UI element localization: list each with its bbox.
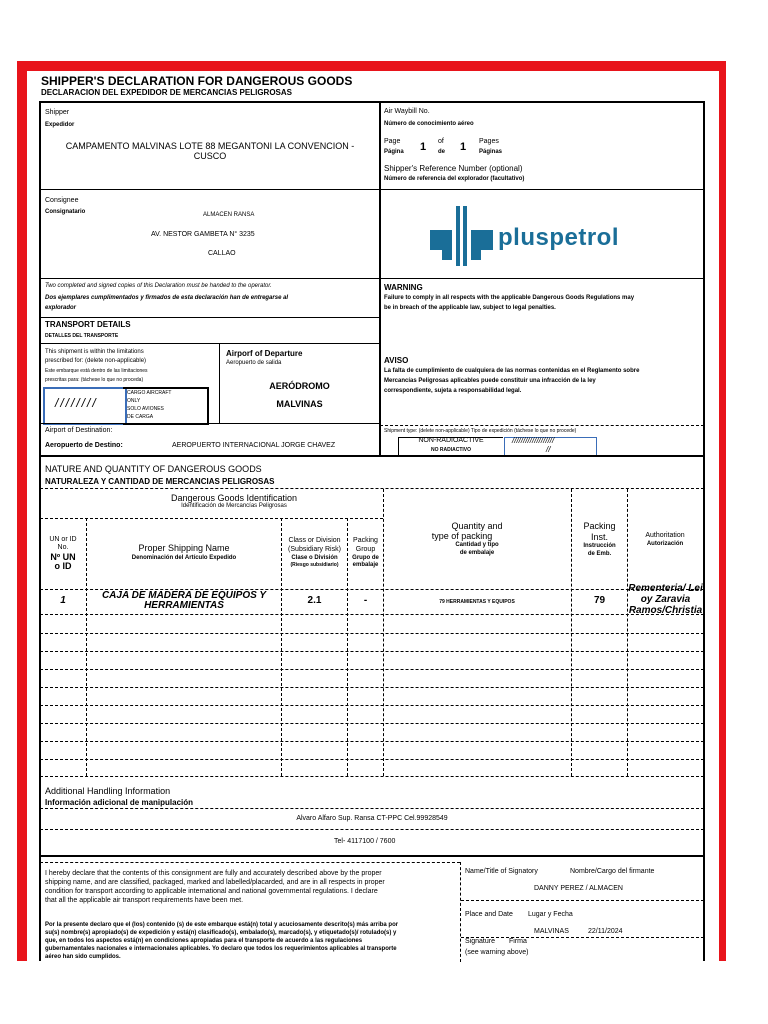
consignee-address: AV. NESTOR GAMBETA N° 3235 xyxy=(151,231,255,238)
destination-label: Airport of Destination: xyxy=(45,427,113,434)
table-row-line xyxy=(40,633,704,634)
destination-value: AEROPUERTO INTERNACIONAL JORGE CHAVEZ xyxy=(172,442,336,449)
col-qty-3: Cantidad y tipo xyxy=(455,542,499,548)
handling-title-es: Información adicional de manipulación xyxy=(45,798,194,807)
shipment-type-label: Shipment type: (delete non-applicable) Tipo de expedición (táchese lo que no procede) xyxy=(384,428,577,434)
declaration-line xyxy=(40,862,460,863)
of-label: of xyxy=(438,138,444,145)
destination-top-line xyxy=(39,423,380,424)
pluspetrol-logo-text: pluspetrol xyxy=(498,224,620,251)
nature-title: NATURE AND QUANTITY OF DANGEROUS GOODS xyxy=(45,464,262,474)
pages-label: Pages xyxy=(479,138,499,145)
cargo-line-1: CARGO AIRCRAFT xyxy=(127,390,172,396)
left-border xyxy=(39,101,41,961)
page-label: Page xyxy=(384,138,401,145)
row1-authorization xyxy=(628,583,703,614)
pluspetrol-logo-icon xyxy=(430,204,500,268)
table-row-line xyxy=(40,741,704,742)
header-subline xyxy=(40,518,383,519)
row1-quantity: 79 HERRAMIENTAS Y EQUIPOS xyxy=(439,599,515,605)
limit-es-1: Este embarque está dentro de las limitaciones xyxy=(45,368,148,374)
col-pg-3: Grupo de xyxy=(352,555,379,561)
nature-divider xyxy=(40,488,704,489)
copies-notice: Two completed and signed copies of this Declaration must be handed to the operator. xyxy=(45,283,272,289)
place-value: MALVINAS xyxy=(534,928,569,935)
signatory-name-label: Name/Title of Signatory xyxy=(465,868,538,875)
airport-departure-1: AERÓDROMO xyxy=(269,381,330,391)
limit-line-1: This shipment is within the limitations xyxy=(45,349,144,355)
table-row-line xyxy=(40,776,704,777)
row1-name-2: HERRAMIENTAS xyxy=(144,600,224,611)
declaration-en-1: I hereby declare that the contents of this consignment are fully and accurately described above by the proper xyxy=(45,870,382,877)
row1-packing-group: - xyxy=(363,595,368,606)
warning-line-1: Failure to comply in all respects with the applicable Dangerous Goods Regulations may xyxy=(384,295,635,301)
row1-un: 1 xyxy=(60,595,66,606)
aviso-title: AVISO xyxy=(384,356,409,365)
declaration-en-2: shipping name, and are classified, packaged, marked and labelled/placarded, and are in all respects in proper xyxy=(45,879,385,886)
row-divider-1 xyxy=(39,189,705,190)
signature-label: Signature xyxy=(465,938,495,945)
col-auth-1: Authoritation xyxy=(645,532,685,539)
col-pi-4: de Emb. xyxy=(587,551,612,557)
signatory-name-value: DANNY PEREZ / ALMACEN xyxy=(534,885,623,892)
declaration-es-2: su(s) nombre(s) apropiado(s) de expedición y está(n) clasificado(s), embalado(s), marcado(s), y etiquetado(s)/ rotulado(s) y xyxy=(45,930,397,936)
transport-title-es: DETALLES DEL TRANSPORTE xyxy=(45,333,119,339)
transport-title: TRANSPORT DETAILS xyxy=(45,320,131,329)
consignee-label: Consignee xyxy=(45,197,79,204)
col-pi-2: Inst. xyxy=(590,532,608,542)
table-row-line xyxy=(40,651,704,652)
row1-auth-3: Ramos/Christia xyxy=(628,605,703,614)
nature-top-line xyxy=(39,455,705,457)
warning-title: WARNING xyxy=(384,283,423,292)
col-un-1: UN or ID xyxy=(49,536,77,543)
copies-notice-es-1: Dos ejemplares cumplimentados y firmados de esta declaración han de entregarse al xyxy=(45,295,289,301)
aviso-line-2: Mercancías Peligrosas aplicables puede constituir una infracción de la ley xyxy=(384,378,596,384)
table-row-line xyxy=(40,723,704,724)
col-pi-1: Packing xyxy=(583,521,616,531)
pages-label-es: Páginas xyxy=(479,149,503,155)
col-qty-1: Quantity and xyxy=(451,521,503,531)
ref-label: Shipper's Reference Number (optional) xyxy=(384,164,523,173)
date-value: 22/11/2024 xyxy=(588,928,623,935)
col-psn-es: Denominación del Artículo Expedido xyxy=(131,555,237,561)
col-un-3: Nº UN xyxy=(50,552,76,562)
handling-line-2 xyxy=(40,829,704,830)
airport-departure-label-es: Aeropuerto de salida xyxy=(226,360,282,366)
right-border xyxy=(703,101,705,961)
col-pg-2: Group xyxy=(355,546,376,553)
copies-notice-es-2: explorador xyxy=(45,305,77,311)
shipper-label: Shipper xyxy=(45,109,70,116)
col-class-3: Clase o División xyxy=(291,555,338,561)
col-pg-1: Packing xyxy=(353,537,378,544)
ref-label-es: Número de referencia del explorador (facultativo) xyxy=(384,176,525,182)
dg-identification: Dangerous Goods Identification xyxy=(170,493,298,503)
table-row-line xyxy=(40,759,704,760)
col-un-2: No. xyxy=(57,544,69,551)
page-label-es: Página xyxy=(384,149,404,155)
declaration-es-1: Por la presente declaro que el (los) contenido (s) de este embarque está(n) total y acuciosamente descrito(s) más arriba por xyxy=(45,922,399,928)
consignee-city: CALLAO xyxy=(208,250,236,257)
row1-auth-1: Rementeria/ Lei xyxy=(628,583,703,594)
signature-note: (see warning above) xyxy=(465,949,529,956)
awb-label: Air Waybill No. xyxy=(384,108,430,115)
signatory-line-2 xyxy=(461,937,704,938)
cargo-line-2: ONLY xyxy=(127,398,141,404)
destination-label-es: Aeropuerto de Destino: xyxy=(45,442,123,449)
table-row-line xyxy=(40,705,704,706)
col-psn: Proper Shipping Name xyxy=(138,543,230,553)
consignee-label-es: Consignatario xyxy=(45,209,86,215)
handling-contact: Alvaro Alfaro Sup. Ransa CT-PPC Cel.99928549 xyxy=(296,815,448,822)
place-date-label: Place and Date xyxy=(465,911,513,918)
of-label-es: de xyxy=(438,149,446,155)
declaration-divider xyxy=(460,862,461,962)
limit-line-2: prescribed for: (delete non-applicable) xyxy=(45,358,147,364)
non-radioactive-es: NO RADIACTIVO xyxy=(431,447,471,453)
row1-name-1: CAJA DE MADERA DE EQUIPOS Y xyxy=(101,590,267,601)
col-auth-2: Autorización xyxy=(646,541,684,547)
col-qty-4: de embalaje xyxy=(459,550,495,556)
handling-title: Additional Handling Information xyxy=(45,786,171,796)
non-radioactive: NON-RADIOACTIVE xyxy=(418,437,484,444)
top-border xyxy=(39,101,705,103)
transport-line-2 xyxy=(39,343,380,344)
transport-top-line xyxy=(39,317,380,318)
table-row-line xyxy=(40,614,704,615)
airport-departure-2: MALVINAS xyxy=(276,399,323,409)
consignee-name: ALMACEN RANSA xyxy=(203,212,255,218)
form-title: SHIPPER'S DECLARATION FOR DANGEROUS GOODS xyxy=(41,74,353,88)
radioactive-strikeout-2: // xyxy=(546,445,551,454)
shipper-address-2: CUSCO xyxy=(193,151,227,161)
aviso-line-1: La falta de cumplimiento de cualquiera de las normas contenidas en el Reglamento sobre xyxy=(384,368,640,374)
page-number: 1 xyxy=(420,141,427,153)
col-qty-2: type of packing xyxy=(431,531,493,541)
shipment-type-line xyxy=(380,425,704,426)
dg-identification-es: Identificación de Mercancías Peligrosas xyxy=(181,503,287,509)
col-pg-4: embalaje xyxy=(352,562,379,568)
table-row-line xyxy=(40,669,704,670)
declaration-es-4: gubernamentales nacionales e internacionales aplicables. Yo declaro que todos los requerimientos aplicables al transporte xyxy=(45,946,397,952)
declaration-es-3: que, en todos los aspectos está(n) en condiciones apropiadas para el transporte de acuerdo a las regulaciones xyxy=(45,938,363,944)
col-class-2: (Subsidiary Risk) xyxy=(288,546,341,553)
declaration-es-5: aéreo han sido cumplidos. xyxy=(45,954,121,960)
cargo-line-4: DE CARGA xyxy=(127,414,154,420)
form-sheet xyxy=(27,71,719,961)
awb-label-es: Número de conocimiento aéreo xyxy=(384,121,474,127)
radioactive-strikeout-1: /////////////////// xyxy=(512,436,555,445)
signatory-name-label-es: Nombre/Cargo del firmante xyxy=(570,868,655,875)
declaration-en-3: condition for transport according to applicable international and national governmental regulations. I declare xyxy=(45,888,378,895)
table-row-line xyxy=(40,687,704,688)
signatory-line-1 xyxy=(461,900,704,901)
signature-label-es: Firma xyxy=(509,938,527,945)
declaration-top-line xyxy=(39,855,705,857)
cargo-line-3: SOLO AVIONES xyxy=(127,406,164,412)
shipper-label-es: Expedidor xyxy=(45,122,75,128)
aviso-line-3: correspondiente, sujeta a responsabilidad legal. xyxy=(384,388,522,394)
row-divider-2 xyxy=(39,278,705,279)
handling-tel: Tel- 4117100 / 7600 xyxy=(334,838,396,845)
col-class-4: (Riesgo subsidiario) xyxy=(290,562,339,568)
row1-class: 2.1 xyxy=(307,595,322,606)
passenger-limit-strikeout: //////// xyxy=(55,396,98,410)
row1-packing-inst: 79 xyxy=(593,595,606,606)
form-subtitle: DECLARACION DEL EXPEDIDOR DE MERCANCIAS PELIGROSAS xyxy=(41,88,292,97)
declaration-en-4: that all the applicable air transport requirements have been met. xyxy=(45,897,244,904)
place-date-label-es: Lugar y Fecha xyxy=(528,911,573,918)
airport-departure-label: Airporf of Departure xyxy=(226,349,303,358)
departure-divider xyxy=(219,343,220,423)
col-un-4: o ID xyxy=(54,561,72,571)
warning-line-2: be in breach of the applicable law, subject to legal penalties. xyxy=(384,305,556,311)
handling-line-1 xyxy=(40,808,704,809)
limit-es-2: prescritas para: (táchese lo que no proceda) xyxy=(45,377,144,383)
nature-title-es: NATURALEZA Y CANTIDAD DE MERCANCIAS PELIGROSAS xyxy=(45,477,275,486)
col-class-1: Class or Division xyxy=(288,537,341,544)
page-total: 1 xyxy=(460,141,467,153)
col-pi-3: Instrucción xyxy=(583,543,616,549)
row1-auth-2: oy Zaravia xyxy=(640,594,691,605)
shipper-address-1: CAMPAMENTO MALVINAS LOTE 88 MEGANTONI LA CONVENCION - xyxy=(65,141,355,151)
